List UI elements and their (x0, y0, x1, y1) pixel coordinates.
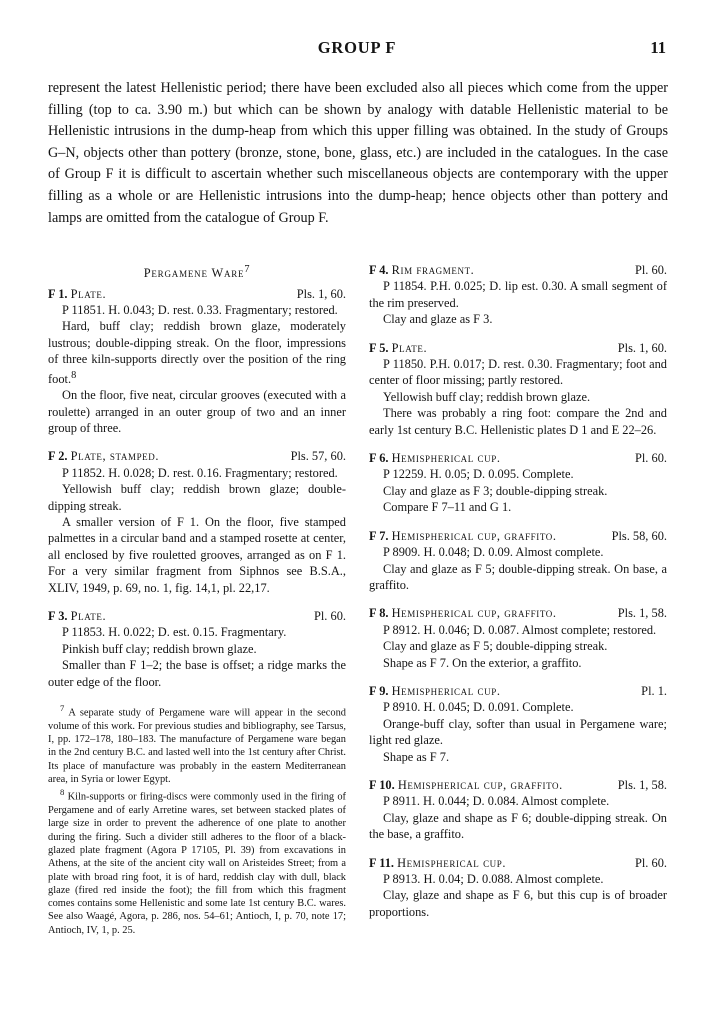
entry-number: F 1. (48, 286, 68, 301)
catalogue-entry (48, 608, 346, 690)
entry-title: Plate, stamped. (70, 449, 160, 464)
catalogue-entry (369, 777, 667, 843)
footnote-ref-8: 8 (71, 369, 77, 381)
entry-number: F 6. (369, 451, 389, 466)
entry-title: Hemispherical cup. (391, 683, 501, 698)
entry-paragraph: Hard, buff clay; reddish brown glaze, moderately lustrous; double-dipping streak. On the floor, impressions of three kiln-supports directly over the position of the ring foot.$^8$ (48, 319, 346, 386)
entry-paragraph: Clay and glaze as F 5; double-dipping streak. On base, a graffito. (369, 561, 667, 592)
entry-paragraph: P 8910. H. 0.045; D. 0.091. Complete. (383, 700, 574, 715)
entry-label (369, 855, 506, 871)
entry-plates: Pls. 1, 60. (617, 340, 667, 355)
catalogue-entry (369, 528, 667, 594)
entry-paragraph: Compare F 7–11 and G 1. (383, 500, 512, 515)
entry-plates: Pl. 60. (634, 855, 667, 870)
entry-number: F 2. (48, 449, 68, 464)
entry-title: Plate. (70, 286, 107, 301)
footnote-ref-7: 7 (244, 264, 251, 275)
footnote (48, 702, 346, 786)
entry-number: F 11. (369, 855, 395, 870)
footnote (48, 786, 346, 937)
entry-title: Hemispherical cup, graffito. (391, 606, 557, 621)
intro-paragraph: represent the latest Hellenistic period; there have been excluded also all pieces which come from the upper filling (top to ca. 3.90 m.) but which can be shown by analogy with datable Hellenistic material to be Hellenistic intrusions in the dump-heap from which this upper filling was obtained. In the study of Groups G–N, objects other than pottery (bronze, stone, bone, glass, etc.) are included in the catalogues. In the case of Group F it is difficult to ascertain whether such miscellaneous objects are contemporary with the upper filling as a whole or are Hellenistic intrusions into the dump-heap; hence objects other than pottery and lamps are omitted from the catalogue of Group F. (48, 80, 668, 226)
entry-paragraph: Smaller than F 1–2; the base is offset; a ridge marks the outer edge of the floor. (48, 658, 346, 689)
catalogue-entry (369, 605, 667, 671)
catalogue-entry (369, 683, 667, 765)
entry-paragraph: P 8909. H. 0.048; D. 0.09. Almost complete. (383, 545, 604, 560)
entry-number: F 10. (369, 777, 395, 792)
entry-paragraph: A smaller version of F 1. On the floor, five stamped palmettes in a circular band and a stamped rosette at center, all enclosed by five rouletted grooves, arranged as on F 1. For a very similar fragment from Siphnos see B.S.A., XLIV, 1949, p. 69, no. 1, fig. 14,1, pl. 22,17. (48, 514, 346, 595)
entry-plates: Pls. 1, 60. (296, 286, 346, 301)
section-title-text: Pergamene Ware (143, 266, 245, 281)
entry-paragraph: Shape as F 7. On the exterior, a graffito. (383, 655, 582, 670)
entry-label (369, 777, 563, 793)
entry-label (369, 528, 557, 544)
entry-paragraph: P 11851. H. 0.043; D. rest. 0.33. Fragmentary; restored. (62, 302, 338, 317)
entry-number: F 9. (369, 683, 389, 698)
entry-heading (369, 340, 667, 356)
entry-number: F 8. (369, 606, 389, 621)
footnotes (48, 702, 346, 937)
entry-paragraph: P 11853. H. 0.022; D. est. 0.15. Fragmentary. (62, 625, 287, 640)
footnote-text: Kiln-supports or firing-discs were commonly used in the firing of Pergamene and of early Arretine wares, set between stacked plates of large size in order to prevent the adherence of one plate to another during the firing. Such a divider still adheres to the floor of a black-glazed plate fragment (Agora P 17105, Pl. 39) from excavations in Athens, at the site of the ancient city wall on Aristeides Street; from a plate with broad ring foot, it is of hard, reddish clay with dull, black glaze (fired red inside the foot); the fill from which this fragment comes contains some Hellenistic and some late 1st century B.C. wares. See also Waagé, Agora, p. 286, nos. 54–61; Antioch, I, p. 70, note 17; Antioch, IV, 1, p. 25. (48, 791, 346, 936)
entry-heading (369, 605, 667, 621)
running-title: GROUP F (317, 38, 397, 57)
entry-heading (369, 450, 667, 466)
catalogue-entry (369, 262, 667, 328)
entry-plates: Pl. 60. (634, 451, 667, 466)
left-column (48, 262, 346, 937)
entry-label (48, 448, 159, 464)
entry-title: Hemispherical cup. (397, 855, 507, 870)
entry-title: Rim fragment. (391, 263, 475, 277)
right-column (369, 262, 667, 932)
entry-plates: Pl. 60. (634, 263, 667, 277)
entry-label (369, 340, 427, 356)
entry-paragraph: On the floor, five neat, circular grooves (executed with a roulette) arranged in an outer group of two and an inner group of three. (48, 388, 346, 435)
entry-number: F 7. (369, 528, 389, 543)
catalogue-entry (369, 855, 667, 921)
section-title (48, 262, 346, 282)
entry-paragraph: There was probably a ring foot: compare the 2nd and early 1st century B.C. Hellenistic plates D 1 and E 22–26. (369, 406, 667, 437)
entry-heading (369, 855, 667, 871)
entry-paragraph: P 8911. H. 0.044; D. 0.084. Almost complete. (383, 794, 610, 809)
entry-label (369, 683, 501, 699)
entry-plates: Pl. 60. (313, 608, 346, 623)
entry-paragraph: Clay, glaze and shape as F 6, but this cup is of broader proportions. (369, 888, 667, 919)
entry-paragraph: Clay and glaze as F 5; double-dipping streak. (383, 639, 608, 654)
entry-paragraph: P 11854. P.H. 0.025; D. lip est. 0.30. A small segment of the rim preserved. (369, 279, 667, 310)
entry-label (369, 605, 557, 621)
entry-heading (369, 683, 667, 699)
entry-title: Plate. (70, 608, 107, 623)
entry-label (369, 450, 501, 466)
page-number: 11 (650, 38, 666, 57)
entry-number: F 3. (48, 608, 68, 623)
catalogue-entries-left (48, 286, 346, 690)
entry-plates: Pls. 1, 58. (617, 777, 667, 792)
entry-paragraph: Clay and glaze as F 3. (383, 312, 493, 327)
entry-number: F 5. (369, 340, 389, 355)
entry-paragraph: Orange-buff clay, softer than usual in Pergamene ware; light red glaze. (369, 716, 667, 748)
entry-paragraph: P 8913. H. 0.04; D. 0.088. Almost complete. (383, 872, 604, 886)
catalogue-entry (369, 340, 667, 438)
catalogue-entry (48, 286, 346, 437)
entry-title: Plate. (391, 340, 428, 355)
entry-title: Hemispherical cup. (391, 451, 501, 466)
entry-plates: Pls. 58, 60. (611, 528, 667, 543)
entry-heading (369, 777, 667, 793)
entry-title: Hemispherical cup, graffito. (391, 528, 557, 543)
entry-paragraph: Shape as F 7. (383, 749, 450, 764)
catalogue-entries-right (369, 262, 667, 920)
footnote-text: A separate study of Pergamene ware will appear in the second volume of this work. For previous studies and bibliography, see Tarsus, I, pp. 172–178, 180–183. The manufacture of Pergamene ware began in the 2nd century B.C. and lasted well into the 1st century after Christ. Its place of manufacture was probably in the eastern Mediterranean area, in Syria or lower Egypt. (48, 707, 346, 785)
entry-label (369, 262, 474, 278)
catalogue-entry (48, 448, 346, 596)
entry-plates: Pls. 1, 58. (617, 606, 667, 621)
entry-heading (369, 262, 667, 278)
footnote-mark: 8 (60, 787, 65, 798)
page-header (48, 38, 666, 62)
entry-paragraph: P 11852. H. 0.028; D. rest. 0.16. Fragmentary; restored. (62, 465, 338, 480)
entry-paragraph: Yellowish buff clay; reddish brown glaze. (383, 389, 591, 404)
entry-title: Hemispherical cup, graffito. (397, 777, 563, 792)
entry-plates: Pl. 1. (641, 683, 667, 698)
entry-plates: Pls. 57, 60. (290, 449, 346, 464)
entry-paragraph: Clay and glaze as F 3; double-dipping streak. (383, 483, 608, 498)
entry-label (48, 608, 106, 624)
entry-heading (48, 286, 346, 302)
entry-heading (48, 448, 346, 464)
entry-number: F 4. (369, 263, 389, 277)
catalogue-entry (369, 450, 667, 516)
entry-paragraph: Pinkish buff clay; reddish brown glaze. (62, 641, 257, 656)
entry-paragraph: Clay, glaze and shape as F 6; double-dipping streak. On the base, a graffito. (369, 810, 667, 842)
entry-heading (369, 528, 667, 544)
entry-paragraph: Yellowish buff clay; reddish brown glaze; double-dipping streak. (48, 482, 346, 513)
entry-paragraph: P 12259. H. 0.05; D. 0.095. Complete. (383, 467, 574, 482)
entry-heading (48, 608, 346, 624)
entry-paragraph: P 8912. H. 0.046; D. 0.087. Almost complete; restored. (383, 622, 657, 637)
footnote-mark: 7 (60, 703, 65, 713)
entry-paragraph: P 11850. P.H. 0.017; D. rest. 0.30. Fragmentary; foot and center of floor missing; partly restored. (369, 357, 667, 388)
entry-label (48, 286, 106, 302)
